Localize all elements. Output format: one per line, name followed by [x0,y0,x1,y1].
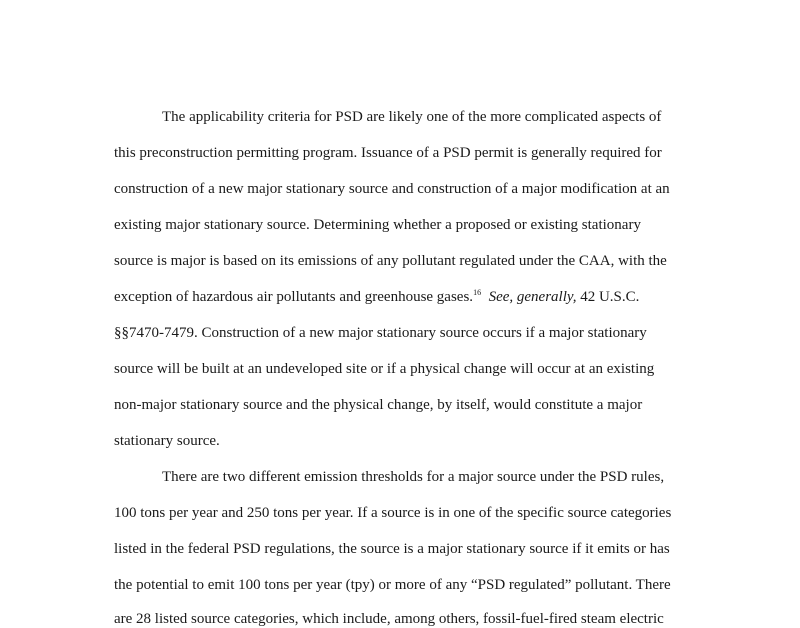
paragraph-2-line-4: the potential to emit 100 tons per year (tpy) or more of any “PSD regulated” pollutant. There [114,577,671,593]
citation-text: 42 U.S.C. [580,289,640,305]
paragraph-1-line-7: §§7470-7479. Construction of a new major stationary source occurs if a major stationary [114,325,647,341]
paragraph-1-line-5: source is major is based on its emissions of any pollutant regulated under the CAA, with the [114,253,667,269]
paragraph-2-line-2: 100 tons per year and 250 tons per year. If a source is in one of the specific source categories [114,505,672,521]
paragraph-2-line-5: are 28 listed source categories, which include, among others, fossil-fuel-fired steam electric [114,611,664,627]
line-6-text: exception of hazardous air pollutants and greenhouse gases. [114,289,474,305]
paragraph-1-line-10: stationary source. [114,433,220,449]
citation-signal: See, generally, [488,289,577,305]
paragraph-1-line-1: The applicability criteria for PSD are likely one of the more complicated aspects of [162,109,662,125]
paragraph-1-line-6 [114,288,639,306]
paragraph-1-line-4: existing major stationary source. Determining whether a proposed or existing stationary [114,217,641,233]
paragraph-1-line-3: construction of a new major stationary source and construction of a major modification at an [114,181,670,197]
paragraph-2-line-3: listed in the federal PSD regulations, the source is a major stationary source if it emits or has [114,541,670,557]
footnote-16-reference[interactable]: 16 [473,288,482,297]
paragraph-1-line-2: this preconstruction permitting program. Issuance of a PSD permit is generally required for [114,145,662,161]
paragraph-2-line-1: There are two different emission thresholds for a major source under the PSD rules, [162,469,665,485]
paragraph-1-line-8: source will be built at an undeveloped site or if a physical change will occur at an existing [114,361,655,377]
paragraph-1-line-9: non-major stationary source and the physical change, by itself, would constitute a major [114,397,643,413]
